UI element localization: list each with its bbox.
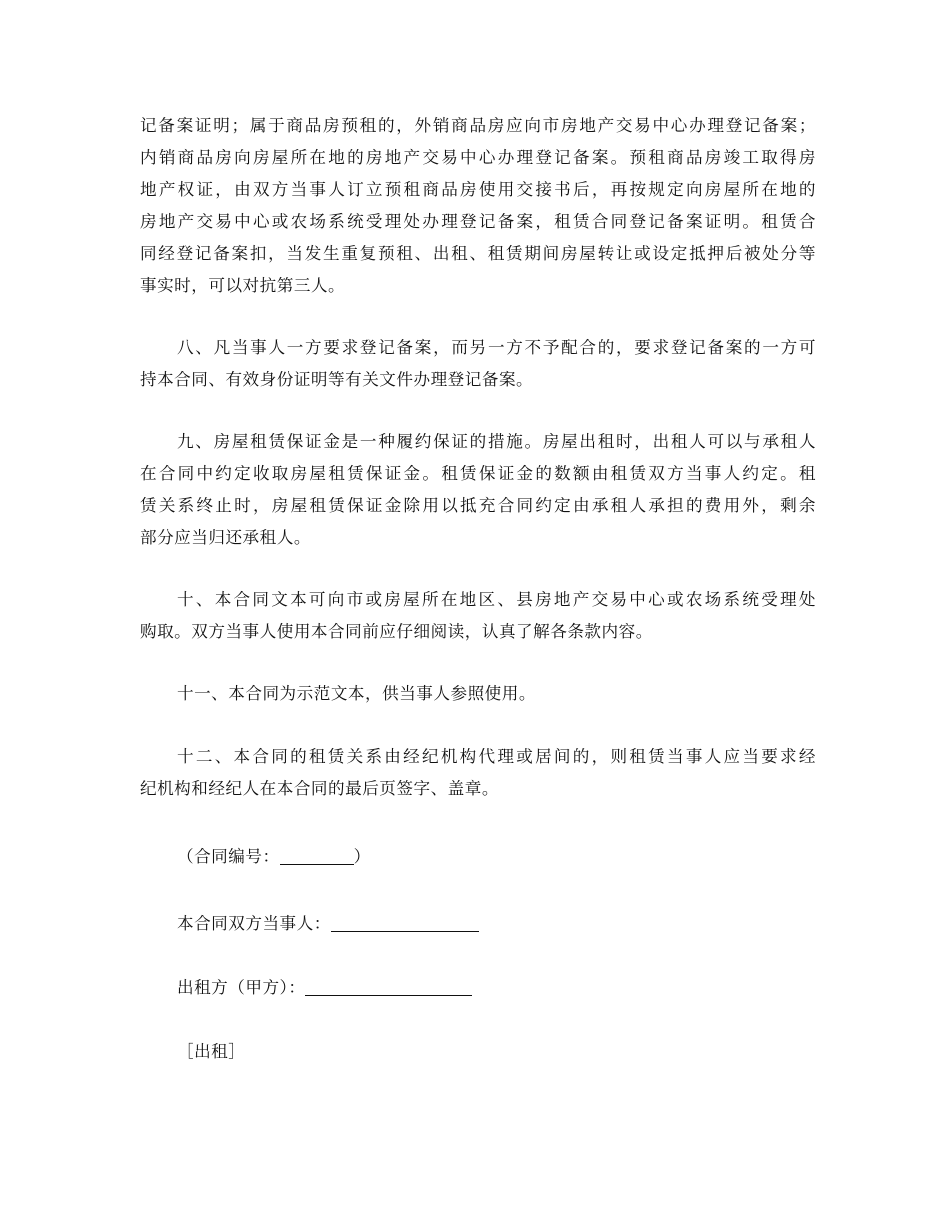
- para12-line-1: 十二、本合同的租赁关系由经纪机构代理或居间的，则租赁当事人应当要求经: [177, 747, 816, 766]
- section-label: ［出租］: [177, 1042, 246, 1061]
- para11-line-1: 十一、本合同为示范文本，供当事人参照使用。: [177, 684, 536, 703]
- para9-line-4: 部分应当归还承租人。: [140, 528, 311, 547]
- para10-line-1: 十、本合同文本可向市或房屋所在地区、县房地产交易中心或农场系统受理处: [177, 590, 816, 609]
- para9-line-3: 赁关系终止时，房屋租赁保证金除用以抵充合同约定由承租人承担的费用外，剩余: [140, 496, 816, 515]
- lessor-row: [177, 972, 472, 1004]
- contract-number-row: [177, 841, 371, 873]
- para7-line-5: 同经登记备案扣，当发生重复预租、出租、租赁期间房屋转让或设定抵押后被处分等: [140, 244, 816, 263]
- para10-line-2: 购取。双方当事人使用本合同前应仔细阅读，认真了解各条款内容。: [140, 622, 653, 641]
- para8-line-1: 八、凡当事人一方要求登记备案，而另一方不予配合的，要求登记备案的一方可: [177, 338, 816, 357]
- parties-row: [177, 908, 479, 940]
- para9-line-1: 九、房屋租赁保证金是一种履约保证的措施。房屋出租时，出租人可以与承租人: [177, 432, 816, 451]
- para9-line-2: 在合同中约定收取房屋租赁保证金。租赁保证金的数额由租赁双方当事人约定。租: [140, 464, 816, 483]
- para7-line-2: 内销商品房向房屋所在地的房地产交易中心办理登记备案。预租商品房竣工取得房: [140, 148, 816, 167]
- contract-number-close: ）: [353, 847, 371, 866]
- lessor-label: 出租方（甲方）：: [177, 978, 306, 997]
- para8-line-2: 持本合同、有效身份证明等有关文件办理登记备案。: [140, 370, 534, 389]
- contract-number-label: （合同编号：: [177, 847, 280, 866]
- para12-line-2: 纪机构和经纪人在本合同的最后页签字、盖章。: [140, 779, 499, 798]
- parties-label: 本合同双方当事人：: [177, 914, 331, 933]
- contract-number-field[interactable]: [280, 846, 354, 865]
- para7-line-4: 房地产交易中心或农场系统受理处办理登记备案，租赁合同登记备案证明。租赁合: [140, 212, 816, 231]
- para7-line-1: 记备案证明；属于商品房预租的，外销商品房应向市房地产交易中心办理登记备案；: [140, 116, 816, 135]
- para7-line-6: 事实时，可以对抗第三人。: [140, 276, 346, 295]
- lessor-field[interactable]: [305, 977, 472, 996]
- para7-line-3: 地产权证，由双方当事人订立预租商品房使用交接书后，再按规定向房屋所在地的: [140, 180, 816, 199]
- parties-field[interactable]: [331, 913, 479, 932]
